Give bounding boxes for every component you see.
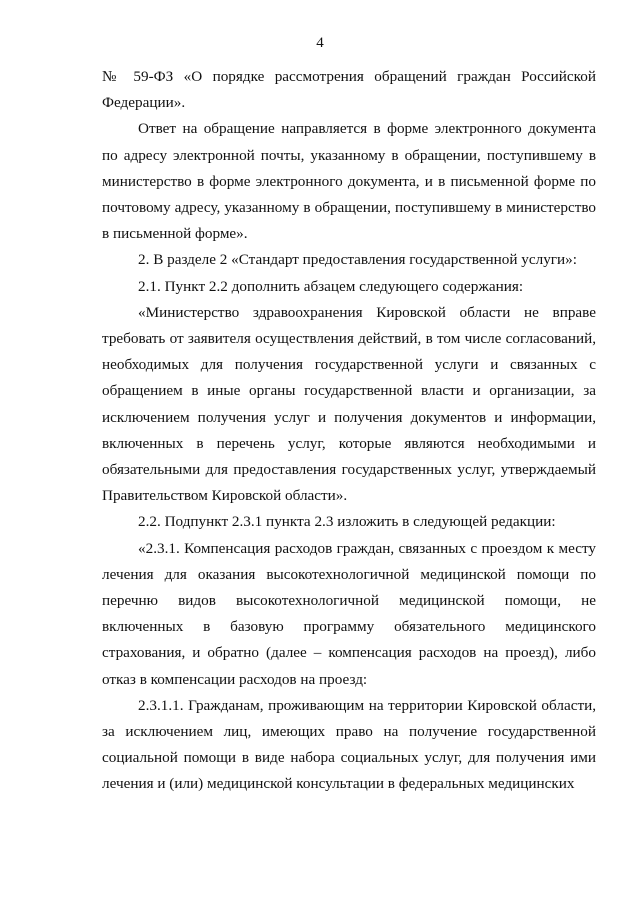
paragraph-ministry-clause: «Министерство здравоохранения Кировской области не вправе требовать от заявителя осуществления действий, в том числе согласований, необходимых для получения государственной услуги и связанных с обращением в иные органы государственной власти и организации, за исключением получения услуг и получения документов и информации, включенных в перечень услуг, которые являются необходимыми и обязательными для предоставления государственных услуг, утверждаемый Правительством Кировской области». xyxy=(102,303,596,505)
paragraph-item-2-3-1-1: 2.3.1.1. Гражданам, проживающим на территории Кировской области, за исключением лиц, имеющих право на получение государственной социальной помощи в виде набора социальных услуг, для получения ими лечения и (или) медицинской консультации в федеральных медицинских xyxy=(102,696,596,793)
paragraph-section-2: 2. В разделе 2 «Стандарт предоставления государственной услуги»: xyxy=(138,251,577,269)
paragraph-law-reference: № 59-ФЗ «О порядке рассмотрения обращений граждан Российской Федерации». xyxy=(102,68,596,112)
paragraph-item-2-3-1: «2.3.1. Компенсация расходов граждан, связанных с проездом к месту лечения для оказания высокотехнологичной медицинской помощи по перечню видов высокотехнологичной медицинской помощи, не включенных в базовую программу обязательного медицинского страхования, и обратно (далее – компенсация расходов на проезд), либо отказ в компенсации расходов на проезд: xyxy=(102,539,596,688)
document-body xyxy=(102,64,596,798)
paragraph-item-2-2: 2.2. Подпункт 2.3.1 пункта 2.3 изложить в следующей редакции: xyxy=(138,513,556,531)
paragraph-response-form: Ответ на обращение направляется в форме электронного документа по адресу электронной почты, указанному в обращении, поступившему в министерство в форме электронного документа, и в письменной форме по почтовому адресу, указанному в обращении, поступившему в министерство в письменной форме». xyxy=(102,120,596,243)
page-number: 4 xyxy=(316,35,324,51)
paragraph-item-2-1: 2.1. Пункт 2.2 дополнить абзацем следующего содержания: xyxy=(138,277,524,295)
